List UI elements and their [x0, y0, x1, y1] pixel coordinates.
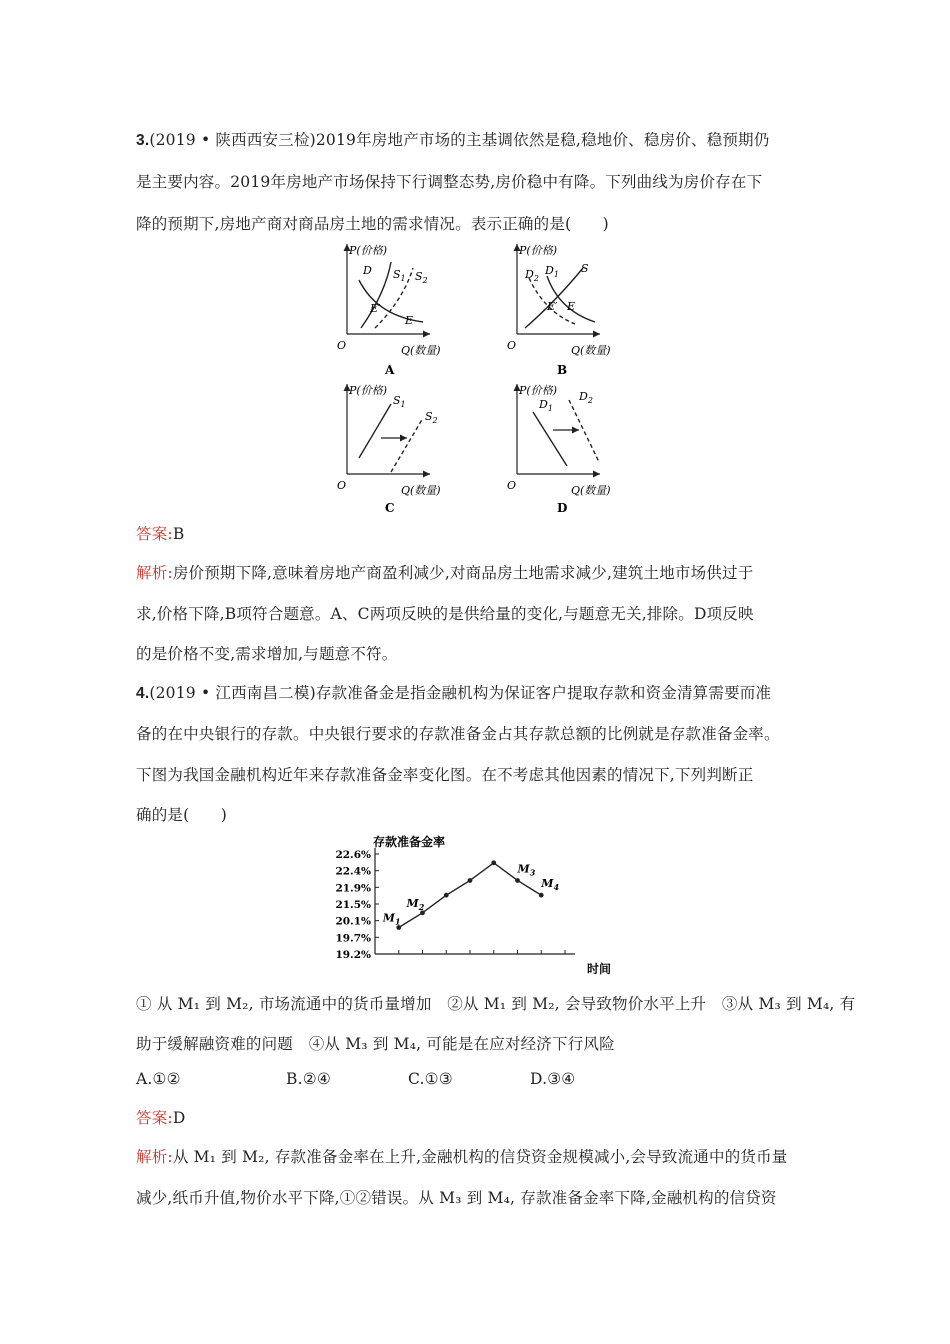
graph-b-p-label: P(价格) [519, 244, 557, 257]
graph-d-q-label: Q(数量) [571, 484, 611, 497]
q4-line3: 下图为我国金融机构近年来存款准备金率变化图。在不考虑其他因素的情况下,下列判断正 [136, 766, 754, 784]
q4-options-line2: 助于缓解融资难的问题 ④从 M₃ 到 M₄, 可能是在应对经济下行风险 [136, 1035, 615, 1053]
choice-c[interactable]: C.①③ [408, 1070, 453, 1088]
chart-y-tick-label: 19.2% [335, 949, 371, 961]
graph-b-eprime: E′ [547, 300, 558, 313]
graph-a-label: A [385, 363, 395, 377]
graph-b-d1: $D_1$ [545, 264, 559, 279]
q4-number: 4. [136, 685, 150, 702]
graph-c-origin: O [337, 479, 347, 492]
q4-analysis-label: 解析: [136, 1148, 173, 1166]
graph-a-p-label: P(价格) [349, 244, 387, 257]
q3-analysis-1: 房价预期下降,意味着房地产商盈利减少,对商品房土地需求减少,建筑土地市场供过于 [172, 564, 754, 582]
chart-y-tick-label: 22.4% [335, 865, 371, 878]
graph-d-origin: O [507, 479, 517, 492]
q3-line3: 降的预期下,房地产商对商品房土地的需求情况。表示正确的是( ) [136, 215, 609, 233]
graph-a-eprime: E′ [370, 302, 381, 315]
graph-b-origin: O [507, 339, 517, 352]
graph-c-q-label: Q(数量) [401, 484, 441, 497]
graph-a-s2: $S_2$ [415, 270, 428, 285]
q3-graphs [325, 238, 625, 518]
q3-answer-label: 答案: [136, 525, 173, 543]
graph-d-p-label: P(价格) [519, 384, 557, 397]
q4-stem-1: (2019 • 江西南昌二模)存款准备金是指金融机构为保证客户提取存款和资金清算需要而准 [149, 684, 772, 702]
chart-y-tick-label: 19.7% [335, 932, 371, 945]
q4-line1 [136, 681, 771, 703]
graph-a-q-label: Q(数量) [401, 344, 441, 357]
graph-a-e: E [405, 314, 414, 327]
q4-analysis-line1 [136, 1145, 788, 1167]
chart-point [468, 878, 473, 883]
chart-point-label: $M_4$ [541, 877, 560, 893]
q3-line1 [136, 128, 769, 150]
q4-line2: 备的在中央银行的存款。中央银行要求的存款准备金占其存款总额的比例就是存款准备金率。 [136, 725, 780, 743]
q4-analysis-line2: 减少,纸币升值,物价水平下降,①②错误。从 M₃ 到 M₄, 存款准备金率下降,金融机构的信贷资 [136, 1189, 777, 1207]
chart-point-label: $M_2$ [406, 896, 425, 912]
chart-y-tick-label: 21.5% [335, 899, 371, 911]
q4-answer-label: 答案: [136, 1109, 173, 1127]
choice-d[interactable]: D.③④ [530, 1070, 576, 1088]
q3-analysis-line3: 的是价格不变,需求增加,与题意不符。 [136, 645, 398, 663]
q3-analysis-label: 解析: [136, 564, 173, 582]
reserve-rate-chart [325, 830, 625, 980]
chart-point [539, 893, 544, 898]
chart-y-tick-label: 20.1% [335, 915, 371, 928]
graph-b-e: E [567, 300, 576, 313]
chart-point-label: $M_3$ [517, 862, 536, 878]
chart-point [491, 860, 496, 865]
q4-answer: D [172, 1109, 186, 1127]
q4-analysis-1: 从 M₁ 到 M₂, 存款准备金率在上升,金融机构的信贷资金规模减小,会导致流通中的货币量 [172, 1148, 788, 1166]
graph-b-s: S [581, 262, 589, 275]
graph-a-origin: O [337, 339, 347, 352]
graph-c-p-label: P(价格) [349, 384, 387, 397]
graph-d-label: D [557, 501, 568, 515]
graph-a-d: D [363, 264, 372, 277]
q3-number: 3. [136, 132, 150, 149]
graph-d [507, 384, 611, 515]
q3-analysis-line2: 求,价格下降,B项符合题意。A、C两项反映的是供给量的变化,与题意无关,排除。D项反映 [136, 605, 754, 623]
q3-stem-1: (2019 • 陕西西安三检)2019年房地产市场的主基调依然是稳,稳地价、稳房价、稳预期仍 [149, 131, 770, 149]
graph-d-d2: $D_2$ [579, 390, 593, 405]
choice-a[interactable]: A.①② [136, 1070, 181, 1088]
graph-b-d2: $D_2$ [525, 268, 539, 283]
graph-c [337, 384, 441, 515]
chart-point-label: $M_1$ [382, 911, 401, 927]
graph-a-s1: $S_1$ [393, 268, 406, 283]
q3-answer-line [136, 522, 184, 544]
graph-a [337, 244, 441, 377]
graph-c-s2: $S_2$ [425, 410, 438, 425]
graph-c-label: C [385, 501, 395, 515]
graph-b-label: B [557, 363, 568, 377]
q4-options-line1: ① 从 M₁ 到 M₂, 市场流通中的货币量增加 ②从 M₁ 到 M₂, 会导致物价水平上升 ③从 M₃ 到 M₄, 有 [136, 995, 856, 1013]
graph-d-d1: $D_1$ [539, 398, 553, 413]
chart-y-tick-label: 22.6% [335, 849, 371, 861]
graph-c-s1: $S_1$ [393, 394, 406, 409]
chart-y-tick-label: 21.9% [335, 882, 371, 895]
q4-answer-line [136, 1106, 185, 1128]
q3-analysis-line1 [136, 561, 753, 583]
chart-title: 存款准备金率 [373, 835, 446, 849]
graph-b [507, 244, 611, 377]
chart-point [515, 878, 520, 883]
q4-line4: 确的是( ) [136, 806, 227, 824]
q3-line2: 是主要内容。2019年房地产市场保持下行调整态势,房价稳中有降。下列曲线为房价存在下 [136, 173, 763, 191]
choice-b[interactable]: B.②④ [286, 1070, 331, 1088]
graph-b-q-label: Q(数量) [571, 344, 611, 357]
q3-answer: B [172, 525, 185, 543]
chart-xlabel: 时间 [587, 962, 612, 976]
chart-point [444, 893, 449, 898]
